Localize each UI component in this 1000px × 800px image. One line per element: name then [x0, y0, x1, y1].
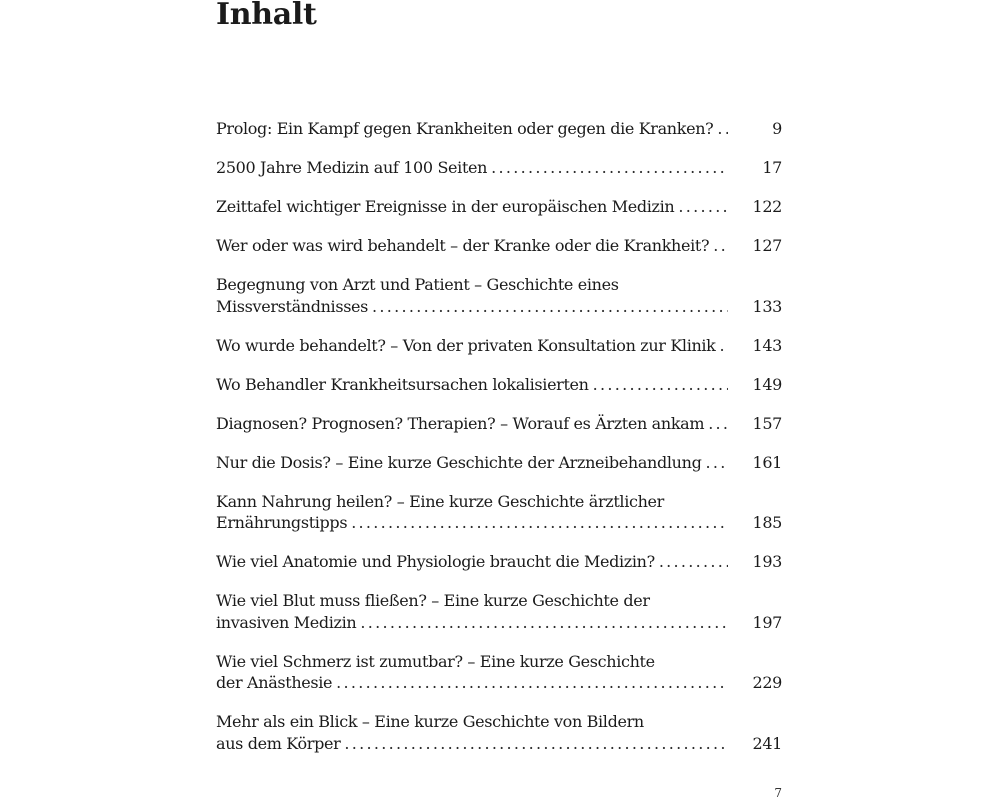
- toc-entry-title-line: Wo wurde behandelt? – Von der privaten Konsultation zur Klinik: [216, 335, 716, 355]
- dot-leader: [720, 335, 728, 357]
- toc-entry-last-line: [216, 118, 728, 140]
- toc-entry-last-line: [216, 452, 728, 474]
- toc-entry-page-number: 185: [752, 513, 782, 532]
- toc-entry-last-line: [216, 374, 728, 396]
- dot-leader: [708, 413, 728, 435]
- toc-entry-page-number: 9: [772, 119, 782, 138]
- toc-entry: [216, 196, 782, 218]
- dot-leader: [593, 374, 728, 396]
- toc-entry: [216, 157, 782, 179]
- toc-entry-title-line: Kann Nahrung heilen? – Eine kurze Geschichte ärztlicher: [216, 491, 664, 511]
- toc-entry-title-line: Wie viel Blut muss fließen? – Eine kurze Geschichte der: [216, 591, 650, 610]
- toc-entry: [216, 551, 782, 573]
- toc-entry: [216, 491, 782, 534]
- toc-entry-last-line: [216, 672, 728, 694]
- toc-entry-last-line: [216, 335, 728, 357]
- toc-entry-last-line: [216, 733, 728, 755]
- dot-leader: [351, 512, 728, 534]
- table-of-contents: [216, 118, 782, 772]
- toc-entry: [216, 235, 782, 257]
- dot-leader: [717, 118, 728, 140]
- toc-entry-last-line: [216, 235, 728, 257]
- toc-entry: [216, 651, 782, 694]
- toc-entry: [216, 590, 782, 633]
- dot-leader: [372, 296, 728, 318]
- dot-leader: [678, 196, 728, 218]
- toc-entry-title-line: aus dem Körper: [216, 733, 341, 753]
- toc-entry-last-line: [216, 512, 728, 534]
- toc-entry-page-number: 127: [752, 236, 782, 255]
- toc-entry-last-line: [216, 551, 728, 573]
- toc-entry: [216, 374, 782, 396]
- toc-entry-title-line: invasiven Medizin: [216, 612, 357, 632]
- toc-entry-title-line: Wo Behandler Krankheitsursachen lokalisierten: [216, 374, 589, 394]
- toc-entry-title-line: Zeittafel wichtiger Ereignisse in der europäischen Medizin: [216, 197, 675, 216]
- toc-entry-page-number: 143: [752, 335, 782, 355]
- toc-entry-page-number: 193: [752, 552, 782, 571]
- toc-entry: [216, 452, 782, 474]
- toc-entry-title-line: der Anästhesie: [216, 673, 333, 692]
- toc-entry-page-number: 133: [752, 296, 782, 316]
- toc-entry-title-line: Wie viel Anatomie und Physiologie braucht die Medizin?: [216, 552, 655, 571]
- toc-entry-page-number: 229: [752, 673, 782, 692]
- toc-entry: [216, 413, 782, 435]
- toc-entry-title-line: Mehr als ein Blick – Eine kurze Geschichte von Bildern: [216, 712, 644, 731]
- page-title: Inhalt: [216, 0, 317, 32]
- toc-entry-last-line: [216, 157, 728, 179]
- toc-entry-last-line: [216, 612, 728, 634]
- toc-entry-last-line: [216, 196, 728, 218]
- toc-entry-title-line: Begegnung von Arzt und Patient – Geschichte eines: [216, 275, 619, 294]
- toc-entry-title-line: Missverständnisses: [216, 296, 369, 316]
- dot-leader: [491, 157, 728, 179]
- toc-entry-page-number: 157: [752, 413, 782, 433]
- toc-entry-page-number: 197: [752, 612, 782, 632]
- toc-entry-last-line: [216, 413, 728, 435]
- toc-entry: [216, 118, 782, 140]
- toc-entry-title-line: Wie viel Schmerz ist zumutbar? – Eine kurze Geschichte: [216, 651, 655, 671]
- toc-entry-page-number: 161: [752, 452, 782, 472]
- toc-entry: [216, 711, 782, 754]
- toc-entry-page-number: 17: [762, 158, 782, 177]
- dot-leader: [659, 551, 728, 573]
- page-number: 7: [774, 786, 782, 800]
- toc-entry-title-line: Wer oder was wird behandelt – der Kranke oder die Krankheit?: [216, 236, 710, 255]
- toc-entry-page-number: 149: [752, 374, 782, 394]
- toc-entry-title-line: Nur die Dosis? – Eine kurze Geschichte der Arzneibehandlung: [216, 452, 702, 472]
- dot-leader: [360, 612, 728, 634]
- toc-entry-page-number: 241: [752, 733, 782, 753]
- toc-entry-title-line: Prolog: Ein Kampf gegen Krankheiten oder gegen die Kranken?: [216, 119, 714, 138]
- toc-entry: [216, 274, 782, 317]
- toc-entry-title-line: Ernährungstipps: [216, 513, 348, 532]
- dot-leader: [344, 733, 728, 755]
- dot-leader: [336, 672, 728, 694]
- toc-entry: [216, 335, 782, 357]
- toc-entry-title-line: 2500 Jahre Medizin auf 100 Seiten: [216, 158, 488, 177]
- dot-leader: [705, 452, 728, 474]
- toc-entry-page-number: 122: [752, 197, 782, 216]
- toc-entry-title-line: Diagnosen? Prognosen? Therapien? – Worauf es Ärzten ankam: [216, 413, 705, 433]
- toc-entry-last-line: [216, 296, 728, 318]
- dot-leader: [713, 235, 728, 257]
